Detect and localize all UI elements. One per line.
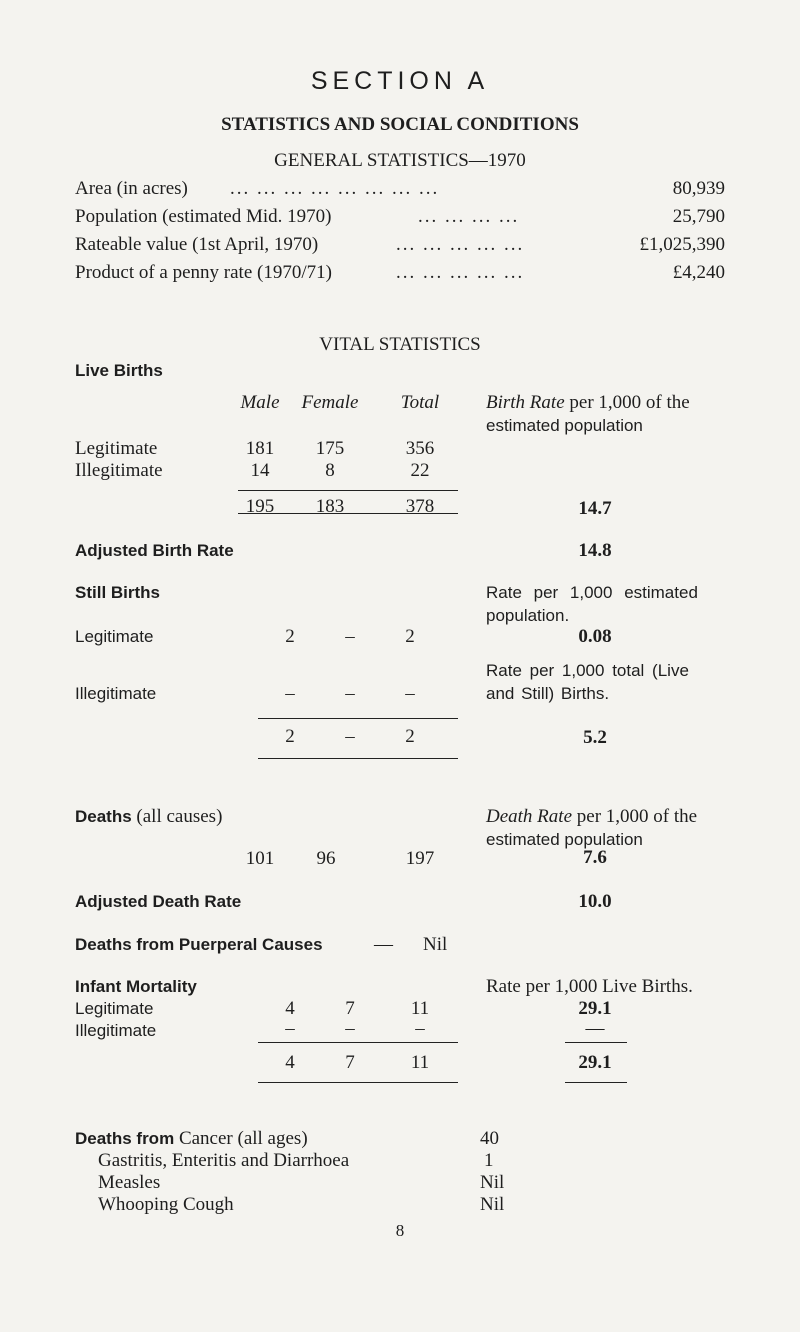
death-rate-label-line2: estimated population (486, 830, 643, 849)
birth-rate-term-rest: per 1,000 of the (569, 392, 690, 413)
col-header-male: Male (240, 392, 280, 413)
general-row-label: Area (in acres) (75, 178, 188, 199)
row-label-illegitimate: Illegitimate (75, 1021, 157, 1040)
cell-total: 11 (410, 998, 430, 1019)
deaths-label-rest: (all causes) (136, 806, 223, 827)
general-row-label: Rateable value (1st April, 1970) (75, 234, 319, 255)
general-row-value: 25,790 (672, 206, 725, 227)
cell-female: 8 (325, 460, 335, 481)
sum-rule (238, 513, 458, 514)
general-row-value: £4,240 (672, 262, 725, 283)
cell-total: 197 (405, 848, 435, 869)
cell-male: – (285, 1018, 295, 1039)
cell-female: 183 (315, 496, 345, 517)
cell-male: 14 (250, 460, 270, 481)
birth-rate-value: 14.7 (578, 498, 612, 519)
cell-male: 4 (285, 998, 295, 1019)
other-death-value: Nil (480, 1172, 505, 1193)
cell-male: – (285, 683, 295, 704)
cancer-deaths-label-rest: Cancer (all ages) (178, 1128, 308, 1149)
cell-total: – (415, 1018, 425, 1039)
page-number: 8 (395, 1221, 405, 1240)
other-death-cause: Whooping Cough (98, 1194, 234, 1215)
section-title: SECTION A (310, 67, 490, 95)
puerperal-value: Nil (423, 934, 448, 955)
cell-male: 2 (285, 726, 295, 747)
cell-total: – (405, 683, 415, 704)
cancer-deaths-value: 40 (480, 1128, 499, 1149)
still-births-rate-note: Rate per 1,000 total (Live (486, 661, 689, 680)
adjusted-birth-rate-label: Adjusted Birth Rate (75, 541, 234, 560)
birth-rate-label (486, 392, 690, 414)
still-births-total-rate: 5.2 (583, 727, 607, 748)
cell-female: 7 (345, 998, 355, 1019)
adjusted-death-rate-label: Adjusted Death Rate (75, 892, 242, 911)
cell-female: – (345, 1018, 355, 1039)
sum-rule (565, 1042, 627, 1043)
infant-rate-value: 29.1 (578, 998, 612, 1019)
sum-rule (238, 490, 458, 491)
other-death-value: Nil (480, 1194, 505, 1215)
cell-male: 4 (285, 1052, 295, 1073)
infant-rate-label: Rate per 1,000 Live Births. (486, 976, 693, 997)
cell-female: – (345, 726, 355, 747)
cell-female: 7 (345, 1052, 355, 1073)
death-rate-value: 7.6 (583, 847, 607, 868)
cell-total: 11 (410, 1052, 430, 1073)
live-births-label: Live Births (75, 361, 163, 380)
cell-female: – (345, 626, 355, 647)
leader-dots: ... ... ... ... ... ... ... ... (230, 178, 440, 199)
infant-mortality-label: Infant Mortality (75, 977, 197, 996)
still-births-rate-note-line2: population. (486, 606, 570, 625)
col-header-female: Female (301, 392, 359, 413)
general-row-label: Product of a penny rate (1970/71) (75, 262, 332, 283)
cell-female: 96 (316, 848, 336, 869)
cell-total: 2 (405, 726, 415, 747)
birth-rate-term: Birth Rate (486, 392, 565, 413)
general-row-value: 80,939 (672, 178, 725, 199)
general-row-value: £1,025,390 (639, 234, 725, 255)
death-rate-term-rest: per 1,000 of the (576, 806, 698, 827)
row-label-legitimate: Legitimate (75, 999, 154, 1018)
row-label-legitimate: Legitimate (75, 627, 154, 646)
general-row-label: Population (estimated Mid. 1970) (75, 206, 332, 227)
other-death-cause: Measles (98, 1172, 161, 1193)
still-births-rate-note: Rate per 1,000 estimated (486, 583, 698, 602)
other-death-cause: Gastritis, Enteritis and Diarrhoea (98, 1150, 350, 1171)
sum-rule (258, 718, 458, 719)
cell-total: 356 (405, 438, 435, 459)
still-births-rate-value: 0.08 (578, 626, 612, 647)
cell-male: 195 (245, 496, 275, 517)
sum-rule (565, 1082, 627, 1083)
leader-dots: ... ... ... ... (418, 206, 520, 227)
sum-rule (258, 758, 458, 759)
cancer-deaths-label-bold: Deaths from (75, 1129, 175, 1148)
row-label-illegitimate: Illegitimate (75, 684, 157, 703)
row-label-illegitimate: Illegitimate (75, 460, 163, 481)
deaths-label-bold: Deaths (75, 807, 132, 826)
other-death-value: 1 (484, 1150, 494, 1171)
infant-total-rate: 29.1 (578, 1052, 612, 1073)
row-label-legitimate: Legitimate (75, 438, 158, 459)
leader-dots: ... ... ... ... ... (396, 262, 525, 283)
cell-total: 2 (405, 626, 415, 647)
cell-female: – (345, 683, 355, 704)
birth-rate-label-line2: estimated population (486, 416, 643, 435)
adjusted-birth-rate-value: 14.8 (578, 540, 612, 561)
death-rate-label (486, 806, 697, 828)
general-statistics-heading: GENERAL STATISTICS—1970 (274, 150, 526, 171)
puerperal-deaths-label: Deaths from Puerperal Causes (75, 935, 323, 954)
sum-rule (258, 1042, 458, 1043)
col-header-total: Total (400, 392, 440, 413)
main-heading: STATISTICS AND SOCIAL CONDITIONS (221, 114, 579, 135)
death-rate-term: Death Rate (486, 806, 573, 827)
cell-total: 378 (405, 496, 435, 517)
cancer-deaths-label (75, 1128, 308, 1150)
sum-rule (258, 1082, 458, 1083)
cell-female: 175 (315, 438, 345, 459)
leader-dots: ... ... ... ... ... (396, 234, 525, 255)
adjusted-death-rate-value: 10.0 (578, 891, 612, 912)
cell-male: 181 (245, 438, 275, 459)
puerperal-dash: — (374, 934, 393, 955)
cell-total: 22 (410, 460, 430, 481)
still-births-rate-note-line2: and Still) Births. (486, 684, 610, 703)
cell-male: 101 (245, 848, 275, 869)
infant-rate-value: — (585, 1018, 605, 1039)
still-births-label: Still Births (75, 583, 161, 602)
deaths-label (75, 806, 222, 828)
cell-male: 2 (285, 626, 295, 647)
vital-statistics-heading: VITAL STATISTICS (319, 334, 481, 355)
